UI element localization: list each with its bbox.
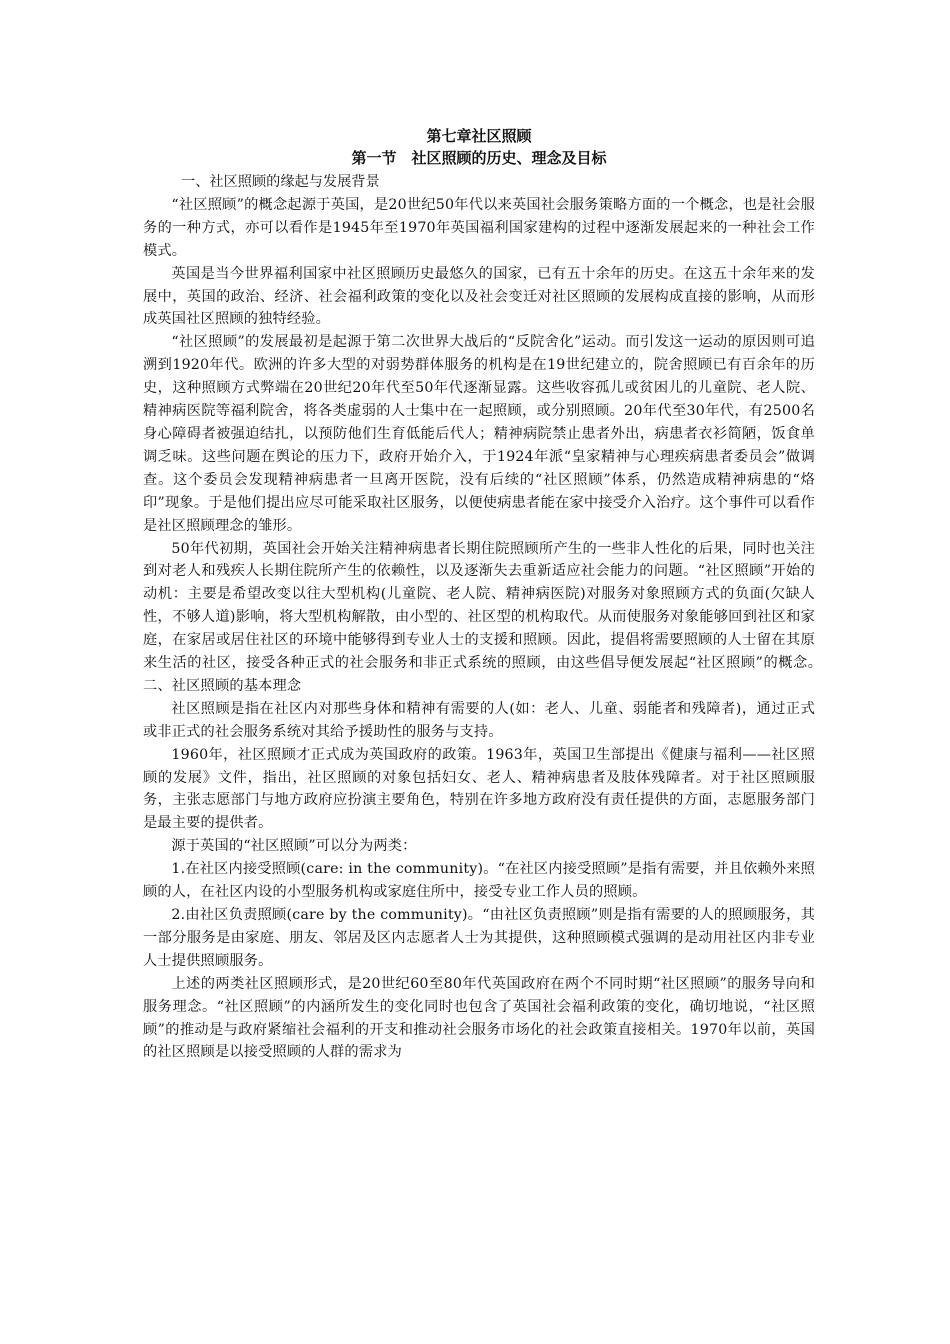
document-body <box>143 125 844 1064</box>
paragraph-1950s-motivation: 50年代初期，英国社会开始关注精神病患者长期住院照顾所产生的一些非人性化的后果，同时也关注到对老人和残疾人长期住院所产生的依赖性，以及逐渐失去重新适应社会能力的问题。“社区照顾”开始的动机：主要是希望改变以往大型机构(儿童院、老人院、精神病医院)对服务对象照顾方式的负面(欠缺人性，不够人道)影响，将大型机构解散，由小型的、社区型的机构取代。从而使服务对象能够回到社区和家庭，在家居或居住社区的环境中能够得到专业人士的支援和照顾。因此，提倡将需要照顾的人士留在其原来生活的社区，接受各种正式的社会服务和非正式系统的照顾，由这些倡导便发展起“社区照顾”的概念。 二、社区照顾的基本理念 <box>143 540 844 694</box>
paragraph-care-by-community: 2.由社区负责照顾(care by the community)。“由社区负责照顾”则是指有需要的人的照顾服务，其一部分服务是由家庭、朋友、邻居及区内志愿者人士为其提供，这种照顾模式强调的是动用社区内非专业人士提供照顾服务。 <box>143 907 815 969</box>
paragraph-concept-origin: “社区照顾”的概念起源于英国，是20世纪50年代以来英国社会服务策略方面的一个概念，也是社会服务的一种方式，亦可以看作是1945年至1970年英国福利国家建构的过程中逐渐发展起来的一种社会工作模式。 <box>143 196 815 259</box>
paragraph-two-types-intro: 源于英国的“社区照顾”可以分为两类： <box>171 838 417 855</box>
chapter-title: 第七章社区照顾 <box>426 127 532 145</box>
paragraph-care-in-community: 1.在社区内接受照顾(care: in the community)。“在社区内接受照顾”是指有需要，并且依赖外来照顾的人，在社区内设的小型服务机构或家庭住所中，接受专业工作人员的照顾。 <box>143 861 815 901</box>
heading-origin-background: 一、社区照顾的缘起与发展背景 <box>181 174 380 190</box>
paragraph-definition: 社区照顾是指在社区内对那些身体和精神有需要的人(如：老人、儿童、弱能者和残障者)，通过正式或非正式的社会服务系统对其给予援助性的服务与支持。 <box>143 700 815 740</box>
paragraph-1960-policy: 1960年，社区照顾才正式成为英国政府的政策。1963年，英国卫生部提出《健康与福利——社区照顾的发展》文件，指出，社区照顾的对象包括妇女、老人、精神病患者及肢体残障者。对于社区照顾服务，主张志愿部门与地方政府应扮演主要角色，特别在许多地方政府没有责任提供的方面，志愿服务部门是最主要的提供者。 <box>143 746 815 832</box>
paragraph-deinstitutionalization: “社区照顾”的发展最初是起源于第二次世界大战后的“反院舍化”运动。而引发这一运动的原因则可追溯到1920年代。欧洲的许多大型的对弱势群体服务的机构是在19世纪建立的，院舍照顾已有百余年的历史，这种照顾方式弊端在20世纪20年代至50年代逐渐显露。这些收容孤儿或贫困儿的儿童院、老人院、精神病医院等福利院舍，将各类虚弱的人士集中在一起照顾，或分别照顾。20年代至30年代，有2500名身心障碍者被强迫结扎，以预防他们生育低能后代人；精神病院禁止患者外出，病患者衣衫简陋，饭食单调乏味。这些问题在舆论的压力下，政府开始介入，于1924年派“皇家精神与心理疾病患者委员会”做调查。这个委员会发现精神病患者一旦离开医院，没有后续的“社区照顾”体系，仍然造成精神病患的“烙印”现象。于是他们提出应尽可能采取社区服务，以便使病患者能在家中接受介入治疗。这个事件可以看作是社区照顾理念的雏形。 <box>143 334 815 534</box>
paragraph-policy-change: 上述的两类社区照顾形式，是20世纪60至80年代英国政府在两个不同时期“社区照顾”的服务导向和服务理念。“社区照顾”的内涵所发生的变化同时也包含了英国社会福利政策的变化，确切地说，“社区照顾”的推动是与政府紧缩社会福利的开支和推动社会服务市场化的社会政策直接相关。1970年以前，英国的社区照顾是以接受照顾的人群的需求为 <box>143 975 815 1061</box>
section-title: 第一节 社区照顾的历史、理念及目标 <box>351 149 607 167</box>
paragraph-uk-history: 英国是当今世界福利国家中社区照顾历史最悠久的国家，已有五十余年的历史。在这五十余年来的发展中，英国的政治、经济、社会福利政策的变化以及社会变迁对社区照顾的发展构成直接的影响，从而形成英国社区照顾的独特经验。 <box>143 265 815 328</box>
